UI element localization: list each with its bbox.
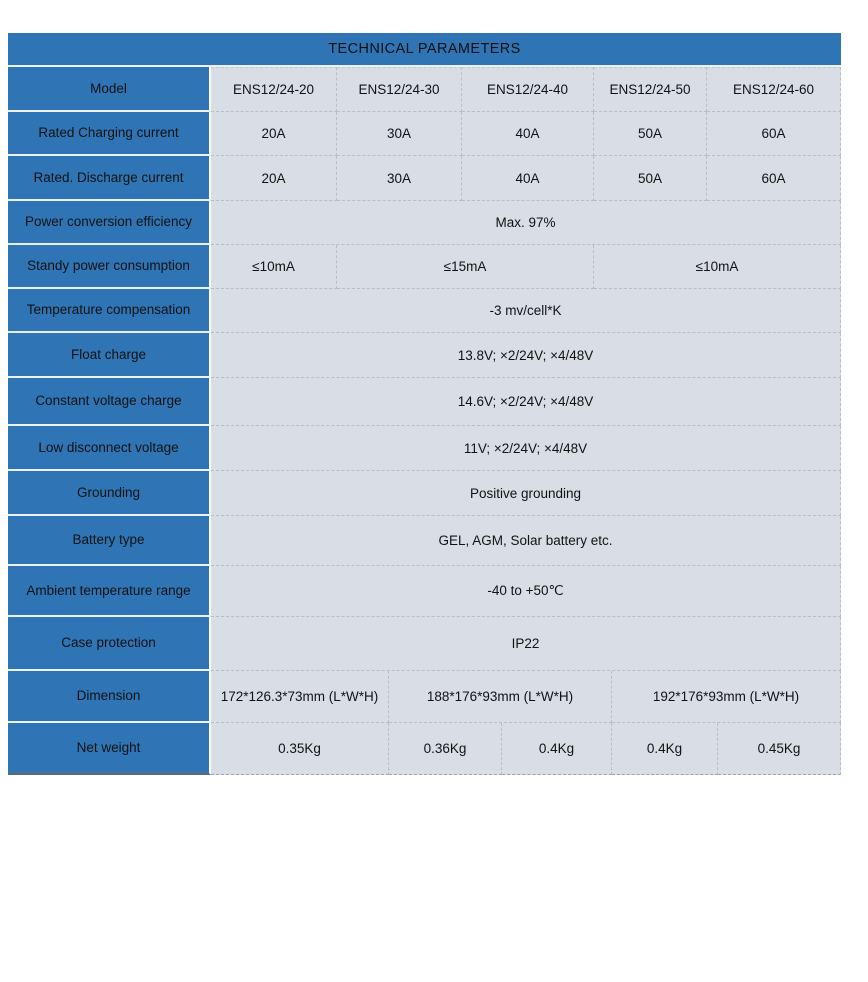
row-label: Low disconnect voltage [8,426,211,471]
value-cell: 192*176*93mm (L*W*H) [612,671,841,723]
table-row-charging-current [8,112,841,156]
table-row-low-disconnect [8,426,841,471]
value-cell: Positive grounding [211,471,841,516]
table-row-dimension [8,671,841,723]
table-row-standby-power [8,245,841,289]
value-cell: ≤10mA [211,245,337,289]
row-label: Ambient temperature range [8,566,211,617]
value-cell: GEL, AGM, Solar battery etc. [211,516,841,566]
value-cell: 30A [337,112,462,156]
table-row-discharge-current [8,156,841,201]
table-row-model [8,67,841,112]
table-row-temp-compensation [8,289,841,333]
table-row-battery-type [8,516,841,566]
value-cell: 60A [707,156,841,201]
value-cell: IP22 [211,617,841,671]
table-row-constant-voltage [8,378,841,426]
row-label: Float charge [8,333,211,378]
model-cell: ENS12/24-40 [462,67,594,112]
value-cell: 50A [594,112,707,156]
value-cell: 13.8V; ×2/24V; ×4/48V [211,333,841,378]
value-cell: 30A [337,156,462,201]
value-cell: ≤10mA [594,245,841,289]
value-cell: 40A [462,156,594,201]
row-label: Net weight [8,723,211,775]
row-label: Standy power consumption [8,245,211,289]
row-label: Model [8,67,211,112]
row-label: Temperature compensation [8,289,211,333]
table-row-efficiency [8,201,841,245]
row-label: Power conversion efficiency [8,201,211,245]
value-cell: 60A [707,112,841,156]
value-cell: 172*126.3*73mm (L*W*H) [211,671,389,723]
row-label: Rated. Discharge current [8,156,211,201]
value-cell: 0.4Kg [502,723,612,775]
row-label: Rated Charging current [8,112,211,156]
row-label: Battery type [8,516,211,566]
table-row-net-weight [8,723,841,775]
table-row-grounding [8,471,841,516]
model-cell: ENS12/24-50 [594,67,707,112]
value-cell: 188*176*93mm (L*W*H) [389,671,612,723]
value-cell: 40A [462,112,594,156]
value-cell: -3 mv/cell*K [211,289,841,333]
model-cell: ENS12/24-20 [211,67,337,112]
value-cell: 0.35Kg [211,723,389,775]
value-cell: Max. 97% [211,201,841,245]
table-title: TECHNICAL PARAMETERS [8,33,841,67]
row-label: Case protection [8,617,211,671]
technical-parameters-table [8,33,841,775]
value-cell: 11V; ×2/24V; ×4/48V [211,426,841,471]
model-cell: ENS12/24-30 [337,67,462,112]
value-cell: 14.6V; ×2/24V; ×4/48V [211,378,841,426]
table-row-ambient-temp [8,566,841,617]
row-label: Constant voltage charge [8,378,211,426]
table-row-float-charge [8,333,841,378]
value-cell: -40 to +50℃ [211,566,841,617]
table-row-case-protection [8,617,841,671]
model-cell: ENS12/24-60 [707,67,841,112]
value-cell: 0.36Kg [389,723,502,775]
value-cell: 50A [594,156,707,201]
value-cell: 20A [211,156,337,201]
value-cell: 0.45Kg [718,723,841,775]
value-cell: 20A [211,112,337,156]
row-label: Dimension [8,671,211,723]
value-cell: ≤15mA [337,245,594,289]
value-cell: 0.4Kg [612,723,718,775]
row-label: Grounding [8,471,211,516]
